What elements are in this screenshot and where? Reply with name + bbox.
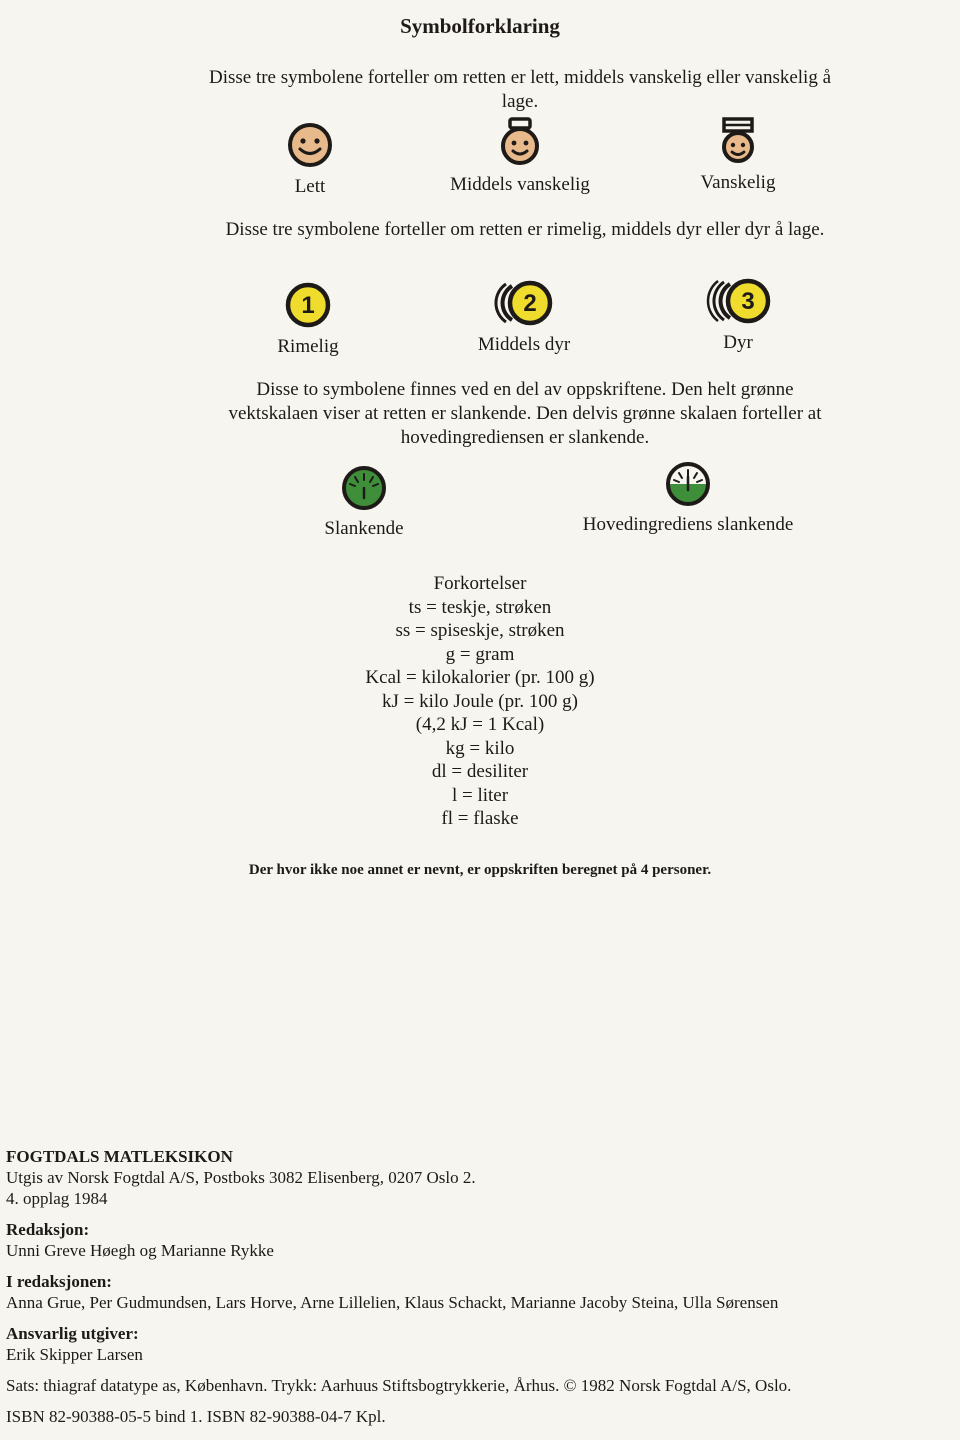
- cost-cheap: [188, 280, 428, 358]
- page-title: Symbolforklaring: [400, 14, 560, 38]
- abbreviation-line: fl = flaske: [441, 808, 519, 829]
- abbreviation-line: ss = spiseskje, strøken: [395, 620, 565, 641]
- coin-2-icon: [484, 278, 564, 328]
- edition-line: 4. opplag 1984: [6, 1189, 108, 1208]
- abbreviation-line: g = gram: [445, 643, 515, 665]
- coin-2-number: 2: [523, 290, 537, 317]
- abbreviation-line: (4,2 kJ = 1 Kcal): [415, 714, 545, 735]
- cost-medium: [404, 278, 644, 356]
- servings-note: Der hvor ikke noe annet er nevnt, er oppskriften beregnet på 4 personer.: [248, 862, 712, 878]
- diet-main-ingredient-slimming: [568, 460, 808, 536]
- scale-full-green-icon: [340, 464, 388, 512]
- abbreviation-line: ts = teskje, strøken: [408, 596, 552, 618]
- difficulty-easy-label: Lett: [294, 176, 326, 197]
- imprint: [6, 1146, 956, 1427]
- diet-slimming: [244, 464, 484, 540]
- cost-medium-label: Middels dyr: [477, 334, 571, 355]
- abbreviation-line: Kcal = kilokalorier (pr. 100 g): [365, 667, 595, 688]
- coin-1-number: 1: [301, 292, 315, 319]
- abbreviation-line: kg = kilo: [445, 737, 515, 759]
- editorial-names: Unni Greve Høegh og Marianne Rykke: [6, 1241, 274, 1260]
- smiley-face-icon: [285, 120, 335, 170]
- coin-1-icon: [268, 280, 348, 330]
- abbreviation-line: l = liter: [451, 784, 509, 806]
- cost-intro: Disse tre symbolene forteller om retten er rimelig, middels dyr eller dyr å lage.: [225, 219, 825, 240]
- responsible-name: Erik Skipper Larsen: [6, 1345, 143, 1364]
- book-title: FOGTDALS MATLEKSIKON: [6, 1147, 233, 1166]
- diet-main-ingredient-label: Hovedingrediens slankende: [582, 514, 794, 535]
- editorial-heading: Redaksjon:: [6, 1220, 90, 1239]
- cost-expensive: [618, 276, 858, 354]
- chef-hat-face-icon: [713, 114, 763, 166]
- difficulty-hard-label: Vanskelig: [700, 172, 776, 193]
- cost-cheap-label: Rimelig: [277, 336, 339, 357]
- staff-names: Anna Grue, Per Gudmundsen, Lars Horve, Arne Lillelien, Klaus Schackt, Marianne Jacoby Steina, Ulla Sørensen: [6, 1293, 779, 1312]
- abbreviations-block: [0, 572, 960, 831]
- coin-3-number: 3: [741, 288, 755, 315]
- diet-intro: Disse to symbolene finnes ved en del av oppskriftene. Den helt grønne vektskalaen viser at retten er slankende. Den delvis grønne skalaen forteller at hovedingrediensen er slankende.: [228, 379, 822, 448]
- difficulty-medium: [400, 116, 640, 196]
- scale-half-green-icon: [664, 460, 712, 508]
- coin-3-icon: [698, 276, 778, 326]
- abbreviation-line: dl = desiliter: [431, 761, 529, 782]
- difficulty-medium-label: Middels vanskelig: [450, 174, 590, 195]
- difficulty-intro: Disse tre symbolene forteller om retten er lett, middels vanskelig eller vanskelig å lage.: [208, 67, 832, 112]
- abbreviations-title: Forkortelser: [433, 573, 527, 594]
- abbreviation-line: kJ = kilo Joule (pr. 100 g): [382, 690, 578, 712]
- responsible-heading: Ansvarlig utgiver:: [6, 1324, 139, 1343]
- print-line: Sats: thiagraf datatype as, København. Trykk: Aarhuus Stiftsbogtrykkerie, Århus. © 1982 Norsk Fogtdal A/S, Oslo.: [6, 1376, 792, 1395]
- isbn-line: ISBN 82-90388-05-5 bind 1. ISBN 82-90388-04-7 Kpl.: [6, 1407, 386, 1426]
- chef-face-icon: [495, 116, 545, 168]
- publisher-line: Utgis av Norsk Fogtdal A/S, Postboks 3082 Elisenberg, 0207 Oslo 2.: [6, 1168, 476, 1187]
- difficulty-easy: [190, 120, 430, 198]
- staff-heading: I redaksjonen:: [6, 1272, 112, 1291]
- diet-slimming-label: Slankende: [324, 518, 404, 539]
- difficulty-hard: [618, 114, 858, 194]
- cost-expensive-label: Dyr: [723, 332, 753, 353]
